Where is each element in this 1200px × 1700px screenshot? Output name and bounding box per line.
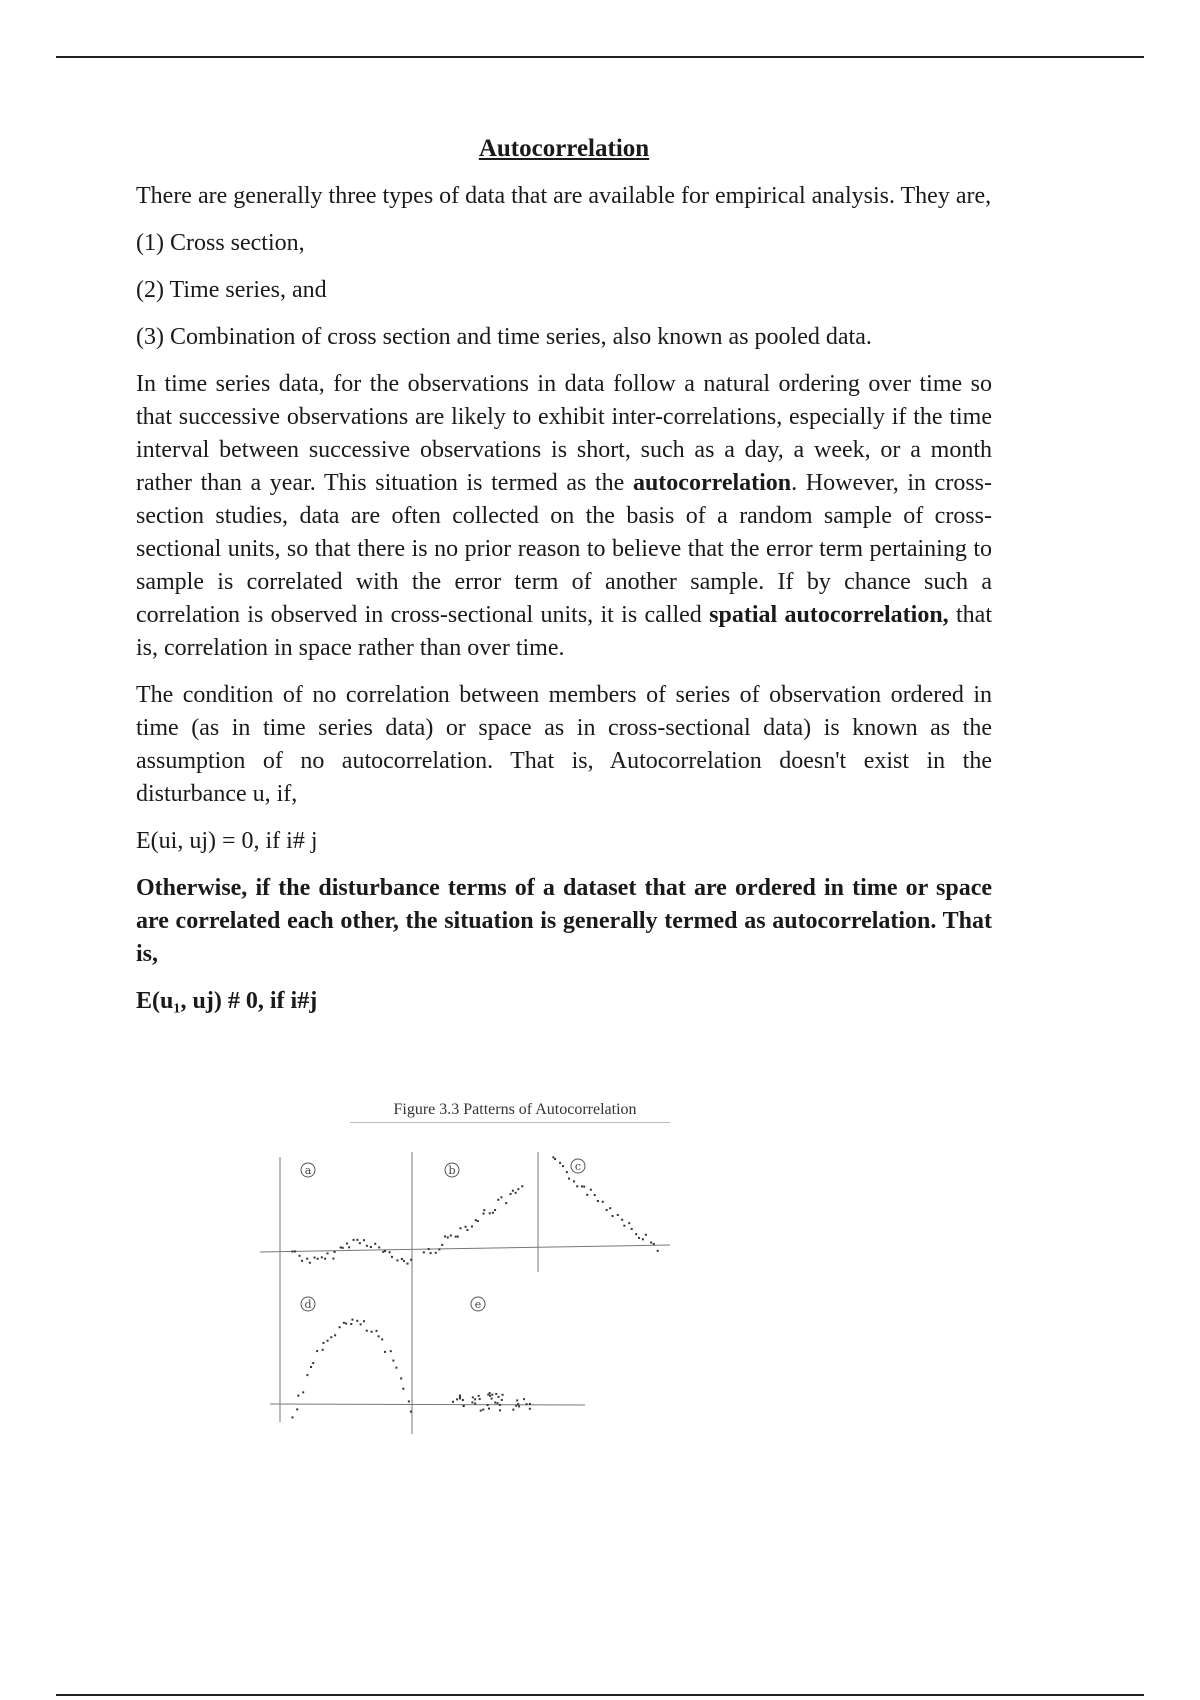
scatter-point bbox=[296, 1408, 298, 1410]
equation-autocorrelation: E(u₁, uj) # 0, if i#j bbox=[136, 988, 318, 1014]
scatter-point bbox=[392, 1360, 394, 1362]
scatter-point bbox=[465, 1226, 467, 1228]
scatter-point bbox=[339, 1326, 341, 1328]
scatter-point bbox=[492, 1212, 494, 1214]
scatter-point bbox=[638, 1237, 640, 1239]
scatter-point bbox=[462, 1399, 464, 1401]
panel-label: c bbox=[574, 1160, 582, 1173]
data-type-item: (1) Cross section, bbox=[136, 230, 305, 256]
scatter-point bbox=[389, 1251, 391, 1253]
page-title: Autocorrelation bbox=[478, 135, 650, 162]
scatter-point bbox=[487, 1404, 489, 1406]
scatter-point bbox=[457, 1236, 459, 1238]
scatter-point bbox=[292, 1416, 294, 1418]
scatter-point bbox=[459, 1395, 461, 1397]
equation-no-autocorrelation: E(ui, uj) = 0, if i# j bbox=[136, 828, 318, 854]
figure-frame-lines bbox=[260, 1122, 670, 1434]
scatter-point bbox=[321, 1256, 323, 1258]
scatter-point bbox=[314, 1257, 316, 1259]
scatter-point bbox=[478, 1395, 480, 1397]
scatter-point bbox=[609, 1207, 611, 1209]
scatter-point bbox=[327, 1340, 329, 1342]
scatter-point bbox=[316, 1350, 318, 1352]
scatter-point bbox=[459, 1397, 461, 1399]
patterns-figure-svg bbox=[190, 1122, 800, 1452]
scatter-point bbox=[455, 1236, 457, 1238]
scatter-point bbox=[489, 1392, 491, 1394]
scatter-point bbox=[370, 1246, 372, 1248]
data-type-item: (3) Combination of cross section and time series, also known as pooled data. bbox=[136, 324, 872, 350]
scatter-point bbox=[628, 1222, 630, 1224]
scatter-points bbox=[291, 1156, 658, 1418]
page-content bbox=[136, 132, 992, 1032]
scatter-point bbox=[606, 1209, 608, 1211]
scatter-point bbox=[346, 1243, 348, 1245]
scatter-point bbox=[474, 1403, 476, 1405]
scatter-point bbox=[475, 1219, 477, 1221]
scatter-point bbox=[645, 1234, 647, 1236]
scatter-point bbox=[602, 1201, 604, 1203]
scatter-point bbox=[621, 1219, 623, 1221]
scatter-point bbox=[401, 1258, 403, 1260]
scatter-point bbox=[517, 1403, 519, 1405]
bold-term-autocorrelation: autocorrelation bbox=[632, 470, 792, 496]
scatter-point bbox=[590, 1189, 592, 1191]
header-rule bbox=[56, 56, 1144, 58]
scatter-point bbox=[642, 1238, 644, 1240]
scatter-point bbox=[302, 1391, 304, 1393]
scatter-point bbox=[573, 1180, 575, 1182]
scatter-point bbox=[497, 1402, 499, 1404]
scatter-point bbox=[491, 1394, 493, 1396]
scatter-point bbox=[299, 1255, 301, 1257]
scatter-point bbox=[482, 1213, 484, 1215]
panel-label: d bbox=[304, 1298, 312, 1311]
scatter-point bbox=[521, 1185, 523, 1187]
scatter-point bbox=[505, 1202, 507, 1204]
scatter-point bbox=[559, 1162, 561, 1164]
axis-line bbox=[260, 1245, 670, 1252]
scatter-point bbox=[342, 1247, 344, 1249]
scatter-point bbox=[517, 1188, 519, 1190]
scatter-point bbox=[456, 1398, 458, 1400]
scatter-point bbox=[516, 1399, 518, 1401]
scatter-point bbox=[334, 1334, 336, 1336]
scatter-point bbox=[408, 1400, 410, 1402]
scatter-point bbox=[502, 1394, 504, 1396]
scatter-point bbox=[360, 1323, 362, 1325]
scatter-point bbox=[334, 1251, 336, 1253]
scatter-point bbox=[428, 1248, 430, 1250]
scatter-point bbox=[512, 1190, 514, 1192]
scatter-point bbox=[488, 1408, 490, 1410]
scatter-point bbox=[350, 1323, 352, 1325]
scatter-point bbox=[390, 1350, 392, 1352]
text-span: In time series data, for the observations in data follow a natural ordering over time so that successive observations are likely to exhibit inter-correlations, especially if the time interval between successive observations is short, such as a day, a week, or a month rather than a year. This situation is termed as the bbox=[136, 371, 992, 496]
scatter-point bbox=[410, 1259, 412, 1261]
scatter-point bbox=[435, 1252, 437, 1254]
scatter-point bbox=[597, 1200, 599, 1202]
text-span: that is, correlation in space rather than over time. bbox=[136, 602, 993, 661]
scatter-point bbox=[554, 1158, 556, 1160]
scatter-point bbox=[523, 1398, 525, 1400]
scatter-point bbox=[441, 1244, 443, 1246]
scatter-point bbox=[501, 1399, 503, 1401]
scatter-point bbox=[294, 1250, 296, 1252]
scatter-point bbox=[343, 1322, 345, 1324]
panel-labels bbox=[301, 1159, 585, 1311]
scatter-point bbox=[381, 1338, 383, 1340]
scatter-point bbox=[482, 1409, 484, 1411]
bold-term-spatial-autocorrelation: spatial autocorrelation, bbox=[709, 602, 949, 628]
scatter-point bbox=[491, 1398, 493, 1400]
scatter-point bbox=[479, 1398, 481, 1400]
scatter-point bbox=[494, 1209, 496, 1211]
scatter-point bbox=[495, 1393, 497, 1395]
panel-label: e bbox=[474, 1298, 482, 1311]
scatter-point bbox=[499, 1409, 501, 1411]
scatter-point bbox=[348, 1246, 350, 1248]
scatter-point bbox=[568, 1178, 570, 1180]
scatter-point bbox=[489, 1212, 491, 1214]
scatter-point bbox=[366, 1245, 368, 1247]
axis-line bbox=[270, 1404, 585, 1405]
scatter-point bbox=[581, 1185, 583, 1187]
scatter-point bbox=[471, 1401, 473, 1403]
scatter-point bbox=[477, 1220, 479, 1222]
scatter-point bbox=[498, 1396, 500, 1398]
scatter-point bbox=[340, 1246, 342, 1248]
scatter-point bbox=[291, 1250, 293, 1252]
scatter-point bbox=[403, 1260, 405, 1262]
scatter-point bbox=[356, 1320, 358, 1322]
scatter-point bbox=[518, 1405, 520, 1407]
scatter-point bbox=[657, 1250, 659, 1252]
scatter-point bbox=[466, 1229, 468, 1231]
scatter-point bbox=[332, 1258, 334, 1260]
scatter-point bbox=[594, 1194, 596, 1196]
autocorrelation-figure bbox=[190, 1100, 800, 1452]
scatter-point bbox=[463, 1405, 465, 1407]
scatter-point bbox=[323, 1342, 325, 1344]
scatter-point bbox=[552, 1156, 554, 1158]
figure-caption: Figure 3.3 Patterns of Autocorrelation bbox=[393, 1101, 637, 1118]
scatter-point bbox=[483, 1209, 485, 1211]
scatter-point bbox=[376, 1330, 378, 1332]
scatter-point bbox=[497, 1199, 499, 1201]
scatter-point bbox=[330, 1336, 332, 1338]
scatter-point bbox=[526, 1403, 528, 1405]
footer-rule bbox=[56, 1694, 1144, 1696]
text-span: . However, in cross-section studies, data are often collected on the basis of a random sample of cross-sectional units, so that there is no prior reason to believe that the error term pertaining to sample is correlated with the error term of another sample. If by chance such a correlation is observed in cross-sectional units, it is called bbox=[136, 470, 992, 628]
scatter-point bbox=[650, 1242, 652, 1244]
scatter-point bbox=[489, 1395, 491, 1397]
scatter-point bbox=[324, 1258, 326, 1260]
scatter-point bbox=[306, 1258, 308, 1260]
scatter-point bbox=[635, 1233, 637, 1235]
panel-label: a bbox=[304, 1164, 312, 1177]
scatter-point bbox=[322, 1349, 324, 1351]
scatter-point bbox=[494, 1401, 496, 1403]
scatter-point bbox=[384, 1351, 386, 1353]
scatter-point bbox=[450, 1235, 452, 1237]
scatter-point bbox=[515, 1192, 517, 1194]
scatter-point bbox=[410, 1411, 412, 1413]
scatter-point bbox=[363, 1239, 365, 1241]
scatter-point bbox=[353, 1239, 355, 1241]
scatter-point bbox=[617, 1214, 619, 1216]
intro-paragraph: There are generally three types of data that are available for empirical analysis. They are, bbox=[136, 183, 992, 209]
scatter-point bbox=[515, 1405, 517, 1407]
scatter-point bbox=[396, 1259, 398, 1261]
scatter-point bbox=[384, 1250, 386, 1252]
scatter-point bbox=[430, 1252, 432, 1254]
scatter-point bbox=[400, 1377, 402, 1379]
scatter-point bbox=[512, 1409, 514, 1411]
scatter-point bbox=[631, 1228, 633, 1230]
scatter-point bbox=[500, 1196, 502, 1198]
scatter-point bbox=[583, 1186, 585, 1188]
scatter-point bbox=[586, 1194, 588, 1196]
scatter-point bbox=[378, 1246, 380, 1248]
scatter-point bbox=[359, 1242, 361, 1244]
scatter-point bbox=[576, 1185, 578, 1187]
scatter-point bbox=[452, 1401, 454, 1403]
scatter-point bbox=[301, 1260, 303, 1262]
scatter-point bbox=[438, 1248, 440, 1250]
scatter-point bbox=[312, 1362, 314, 1364]
scatter-point bbox=[562, 1165, 564, 1167]
scatter-point bbox=[612, 1215, 614, 1217]
otherwise-paragraph: Otherwise, if the disturbance terms of a dataset that are ordered in time or space are correlated each other, the situation is generally termed as autocorrelation. That is, bbox=[136, 875, 992, 967]
scatter-point bbox=[371, 1331, 373, 1333]
scatter-point bbox=[374, 1243, 376, 1245]
scatter-point bbox=[309, 1262, 311, 1264]
scatter-point bbox=[382, 1251, 384, 1253]
scatter-point bbox=[363, 1320, 365, 1322]
scatter-point bbox=[529, 1408, 531, 1410]
time-series-paragraph bbox=[136, 368, 992, 665]
scatter-point bbox=[459, 1227, 461, 1229]
scatter-point bbox=[391, 1256, 393, 1258]
scatter-point bbox=[653, 1243, 655, 1245]
scatter-point bbox=[423, 1251, 425, 1253]
scatter-point bbox=[480, 1410, 482, 1412]
scatter-point bbox=[402, 1388, 404, 1390]
scatter-point bbox=[306, 1374, 308, 1376]
scatter-point bbox=[529, 1403, 531, 1405]
scatter-point bbox=[471, 1226, 473, 1228]
scatter-point bbox=[297, 1395, 299, 1397]
data-type-item: (2) Time series, and bbox=[136, 277, 327, 303]
scatter-point bbox=[474, 1398, 476, 1400]
scatter-point bbox=[407, 1263, 409, 1265]
scatter-point bbox=[566, 1171, 568, 1173]
panel-label: b bbox=[448, 1164, 456, 1177]
scatter-point bbox=[499, 1404, 501, 1406]
scatter-point bbox=[356, 1239, 358, 1241]
scatter-point bbox=[510, 1193, 512, 1195]
scatter-point bbox=[378, 1335, 380, 1337]
scatter-point bbox=[472, 1396, 474, 1398]
scatter-point bbox=[310, 1366, 312, 1368]
scatter-point bbox=[444, 1235, 446, 1237]
scatter-point bbox=[327, 1252, 329, 1254]
scatter-point bbox=[366, 1330, 368, 1332]
scatter-point bbox=[395, 1367, 397, 1369]
no-correlation-paragraph: The condition of no correlation between members of series of observation ordered in time (as in time series data) or space as in cross-sectional data) is known as the assumption of no autocorrelation. That is, Autocorrelation doesn't exist in the disturbance u, if, bbox=[136, 682, 992, 807]
scatter-point bbox=[345, 1322, 347, 1324]
scatter-point bbox=[351, 1319, 353, 1321]
scatter-point bbox=[623, 1225, 625, 1227]
scatter-point bbox=[317, 1258, 319, 1260]
scatter-point bbox=[447, 1236, 449, 1238]
